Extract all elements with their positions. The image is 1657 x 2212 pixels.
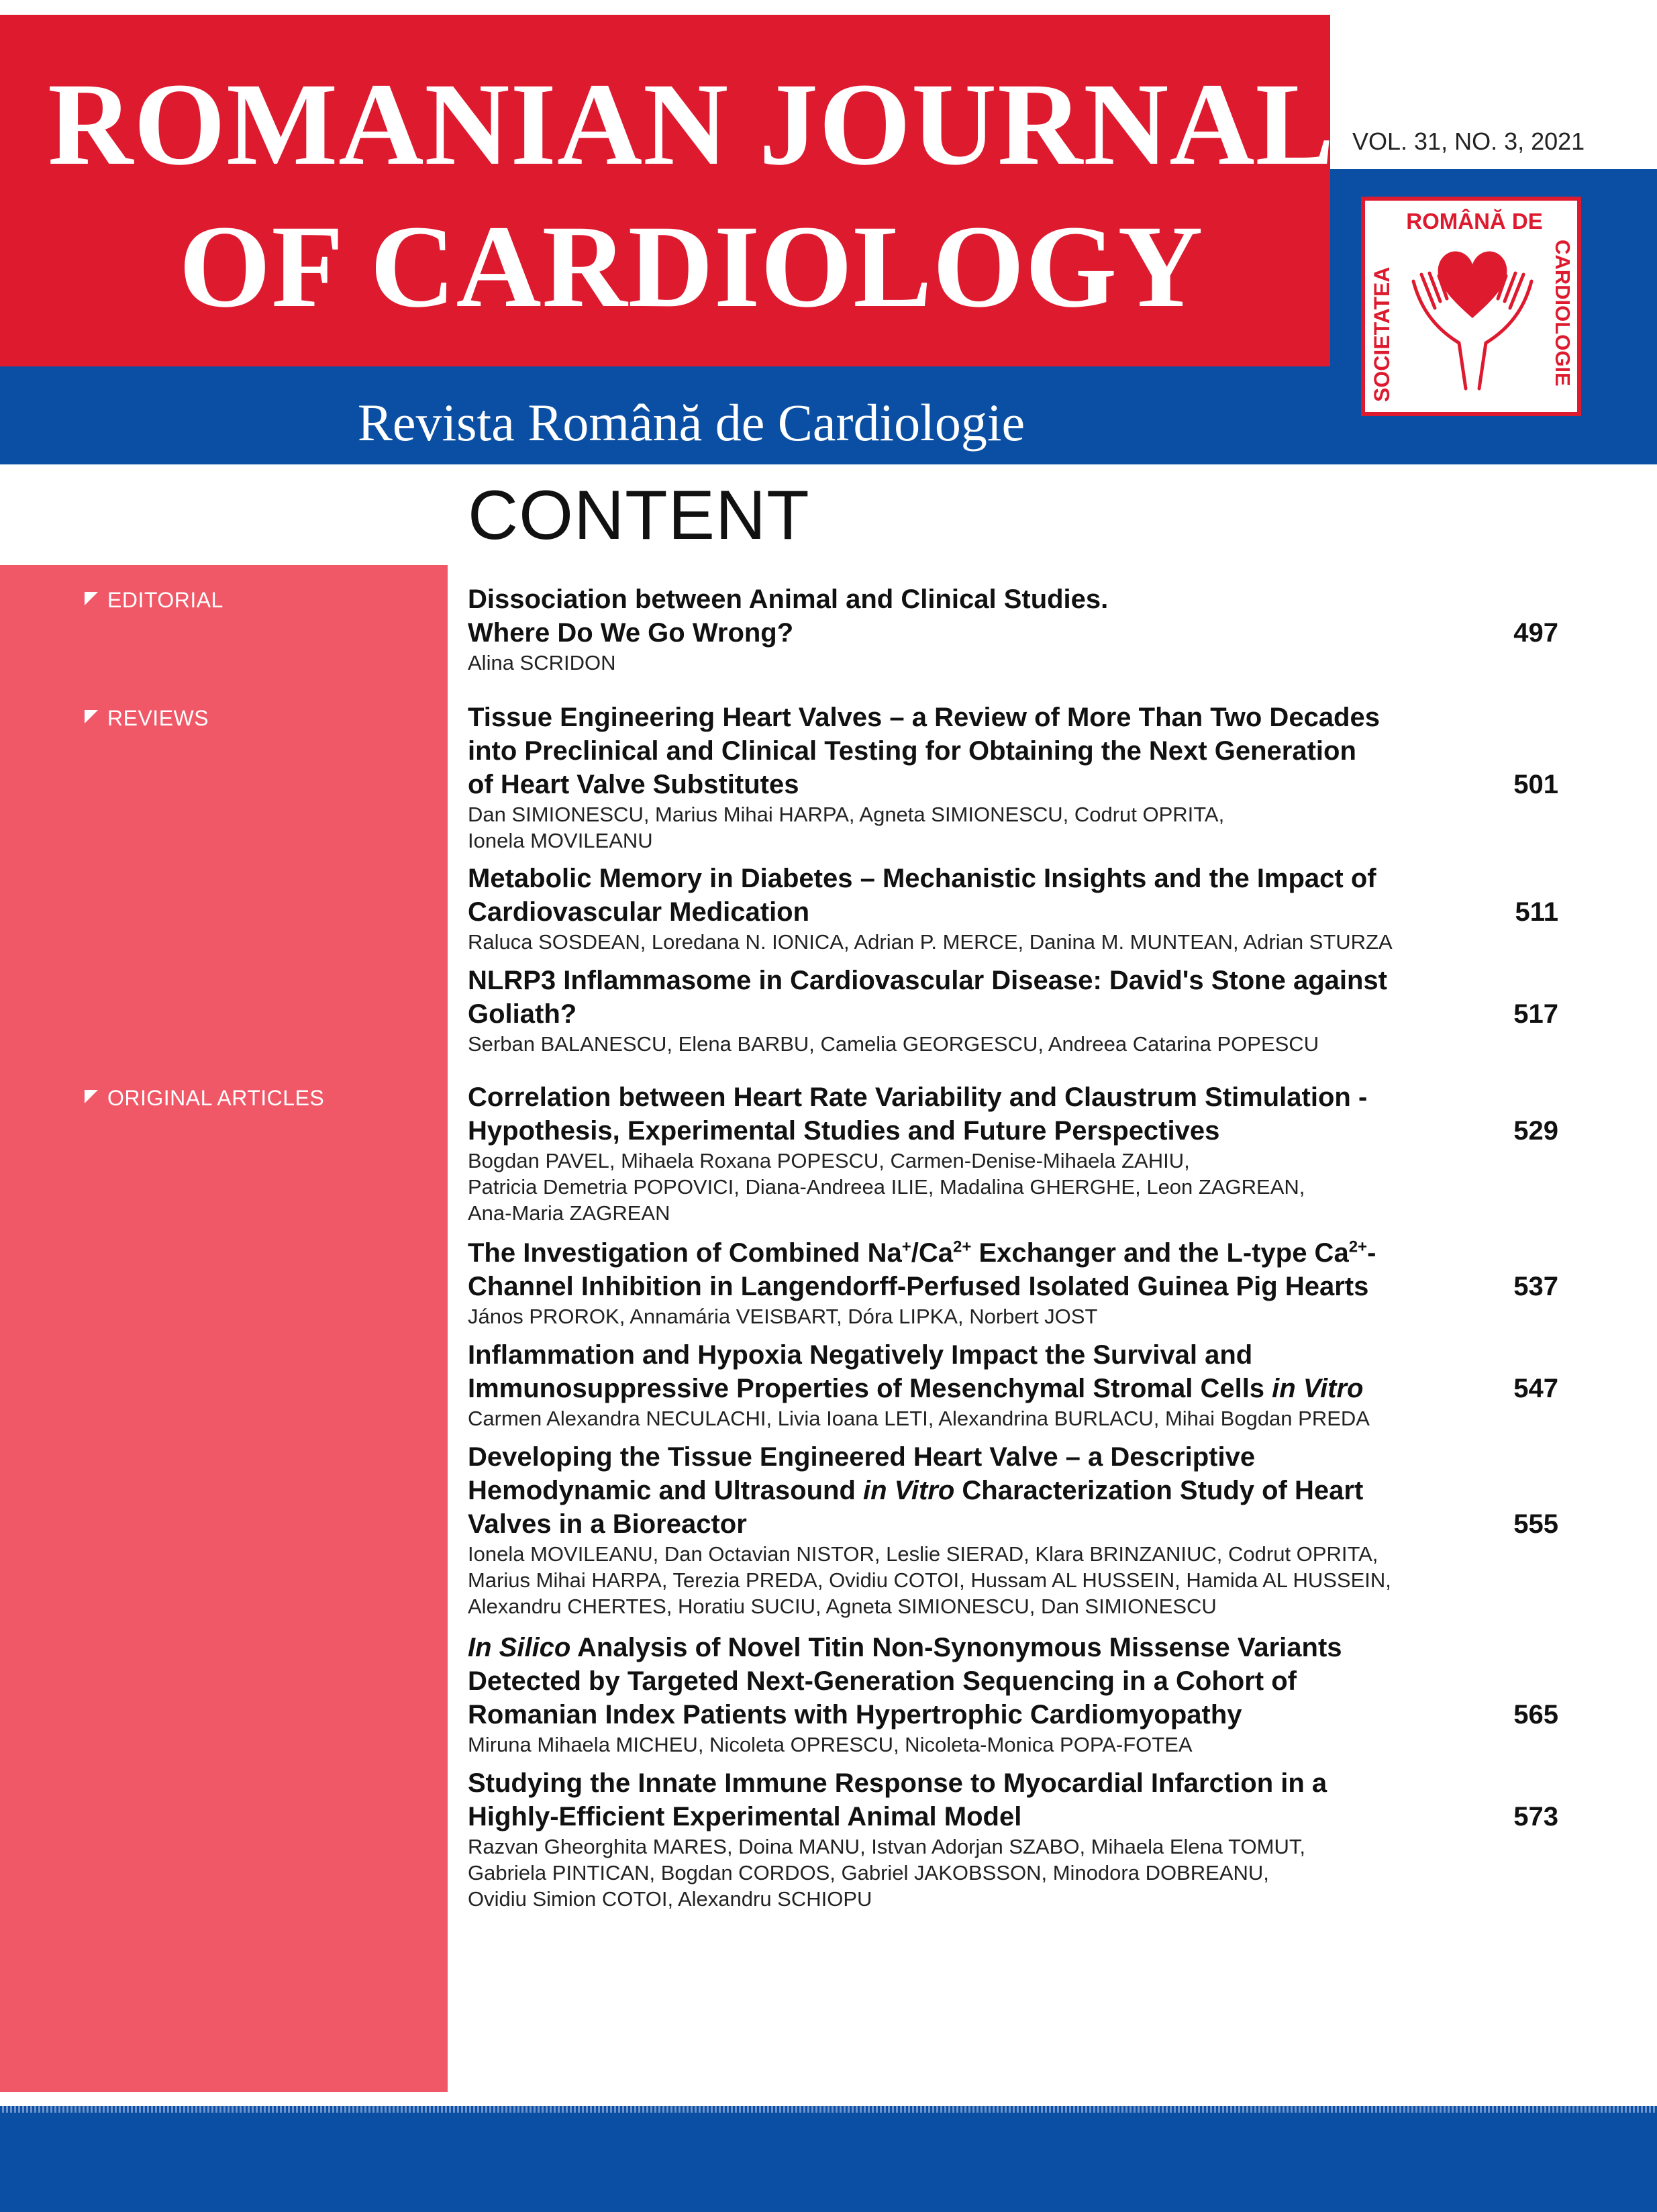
title-line: Metabolic Memory in Diabetes – Mechanistic Insights and the Impact of (468, 864, 1376, 893)
title-line: of Heart Valve Substitutes (468, 770, 799, 799)
authors-line: Ovidiu Simion COTOI, Alexandru SCHIOPU (468, 1887, 872, 1911)
article-title (468, 701, 1488, 801)
journal-subtitle: Revista Română de Cardiologie (357, 393, 1025, 452)
logo-text-left: SOCIETATEA (1370, 266, 1394, 402)
page-number: 547 (1513, 1374, 1558, 1403)
title-line (468, 1236, 1448, 1270)
title-italic-text: in Vitro (862, 1476, 955, 1505)
title-line: into Preclinical and Clinical Testing for Obtaining the Next Generation (468, 736, 1356, 766)
title-text: Hemodynamic and Ultrasound (468, 1476, 863, 1505)
article-authors (468, 801, 1488, 854)
article-title (468, 1236, 1488, 1303)
page-number: 573 (1513, 1802, 1558, 1831)
superscript: 2+ (952, 1238, 972, 1256)
title-italic-text: in Vitro (1272, 1374, 1364, 1403)
article-authors (468, 929, 1488, 955)
article-authors (468, 1541, 1488, 1619)
article-7[interactable] (468, 1338, 1488, 1431)
article-authors (468, 1731, 1488, 1758)
title-text: /Ca (911, 1238, 953, 1268)
journal-title (0, 54, 1383, 338)
authors-line: Dan SIMIONESCU, Marius Mihai HARPA, Agneta SIMIONESCU, Codrut OPRITA, (468, 803, 1225, 826)
authors-line: Ana-Maria ZAGREAN (468, 1201, 670, 1225)
journal-title-line-2: OF CARDIOLOGY (179, 201, 1204, 332)
article-title (468, 1631, 1488, 1731)
title-line: Goliath? (468, 999, 577, 1029)
title-text: Characterization Study of Heart (954, 1476, 1364, 1505)
title-line (468, 1631, 1448, 1664)
article-9[interactable] (468, 1631, 1488, 1758)
title-line: Dissociation between Animal and Clinical Studies. (468, 585, 1109, 614)
title-line: Correlation between Heart Rate Variability and Claustrum Stimulation - (468, 1083, 1368, 1112)
superscript: 2+ (1348, 1238, 1368, 1256)
authors-line: Miruna Mihaela MICHEU, Nicoleta OPRESCU, Nicoleta-Monica POPA-FOTEA (468, 1733, 1193, 1756)
authors-line: Razvan Gheorghita MARES, Doina MANU, Istvan Adorjan SZABO, Mihaela Elena TOMUT, (468, 1835, 1305, 1858)
article-title (468, 583, 1488, 650)
article-5[interactable] (468, 1080, 1488, 1226)
title-line: Inflammation and Hypoxia Negatively Impact the Survival and (468, 1340, 1253, 1370)
article-authors (468, 1031, 1488, 1057)
heart-shape (1438, 251, 1507, 318)
article-authors (468, 1405, 1488, 1431)
title-line: Highly-Efficient Experimental Animal Model (468, 1802, 1022, 1831)
article-1[interactable] (468, 583, 1488, 676)
title-line: Hypothesis, Experimental Studies and Future Perspectives (468, 1116, 1220, 1146)
society-logo (1361, 197, 1581, 416)
article-authors (468, 1148, 1488, 1226)
volume-issue: VOL. 31, NO. 3, 2021 (1352, 128, 1585, 155)
title-line: Valves in a Bioreactor (468, 1509, 747, 1539)
authors-line: Ionela MOVILEANU (468, 829, 653, 852)
article-2[interactable] (468, 701, 1488, 854)
title-line: Cardiovascular Medication (468, 897, 810, 927)
title-line: NLRP3 Inflammasome in Cardiovascular Disease: David's Stone against (468, 966, 1387, 995)
page-number: 517 (1513, 999, 1558, 1029)
footer-blue-band (0, 2113, 1657, 2212)
title-text: - (1367, 1238, 1376, 1268)
section-editorial: EDITORIAL (107, 588, 223, 612)
authors-line: Serban BALANESCU, Elena BARBU, Camelia GEORGESCU, Andreea Catarina POPESCU (468, 1032, 1319, 1056)
heart-in-hands-icon (1365, 201, 1577, 412)
authors-line: Gabriela PINTICAN, Bogdan CORDOS, Gabriel JAKOBSSON, Minodora DOBREANU, (468, 1861, 1269, 1884)
article-title (468, 1338, 1488, 1405)
article-authors (468, 1303, 1488, 1329)
title-line (468, 1474, 1448, 1507)
section-reviews: REVIEWS (107, 706, 209, 730)
article-authors (468, 650, 1488, 676)
authors-line: Marius Mihai HARPA, Terezia PREDA, Ovidiu COTOI, Hussam AL HUSSEIN, Hamida AL HUSSEIN, (468, 1568, 1391, 1592)
article-6[interactable] (468, 1236, 1488, 1329)
authors-line: Patricia Demetria POPOVICI, Diana-Andreea ILIE, Madalina GHERGHE, Leon ZAGREAN, (468, 1175, 1305, 1199)
logo-text-right: CARDIOLOGIE (1551, 240, 1574, 387)
page-number: 529 (1513, 1116, 1558, 1146)
article-10[interactable] (468, 1766, 1488, 1912)
section-original-articles: ORIGINAL ARTICLES (107, 1086, 325, 1110)
title-text: Exchanger and the L-type Ca (971, 1238, 1349, 1268)
article-4[interactable] (468, 964, 1488, 1057)
title-italic-text: In Silico (468, 1633, 571, 1662)
sidebar (0, 565, 448, 2092)
title-text: Immunosuppressive Properties of Mesenchymal Stromal Cells (468, 1374, 1272, 1403)
authors-line: Bogdan PAVEL, Mihaela Roxana POPESCU, Carmen-Denise-Mihaela ZAHIU, (468, 1149, 1190, 1172)
article-3[interactable] (468, 862, 1488, 955)
authors-line: Raluca SOSDEAN, Loredana N. IONICA, Adrian P. MERCE, Danina M. MUNTEAN, Adrian STURZA (468, 930, 1393, 954)
title-line: Channel Inhibition in Langendorff-Perfused Isolated Guinea Pig Hearts (468, 1272, 1369, 1301)
contents-heading: CONTENT (468, 476, 810, 554)
page-number: 565 (1513, 1700, 1558, 1729)
journal-title-line-1: ROMANIAN JOURNAL (48, 59, 1335, 190)
article-title (468, 1080, 1488, 1148)
page-number: 511 (1515, 897, 1558, 927)
title-text: Analysis of Novel Titin Non-Synonymous Missense Variants (570, 1633, 1342, 1662)
authors-line: Alina SCRIDON (468, 651, 616, 674)
title-line: Developing the Tissue Engineered Heart Valve – a Descriptive (468, 1442, 1256, 1472)
article-title (468, 862, 1488, 929)
article-title (468, 964, 1488, 1031)
title-line: Detected by Targeted Next-Generation Sequencing in a Cohort of (468, 1666, 1297, 1696)
title-text: The Investigation of Combined Na (468, 1238, 902, 1268)
page-number: 497 (1513, 618, 1558, 648)
title-line: Studying the Innate Immune Response to Myocardial Infarction in a (468, 1768, 1327, 1798)
authors-line: Ionela MOVILEANU, Dan Octavian NISTOR, Leslie SIERAD, Klara BRINZANIUC, Codrut OPRITA, (468, 1542, 1378, 1566)
superscript: + (901, 1238, 911, 1256)
authors-line: János PROROK, Annamária VEISBART, Dóra LIPKA, Norbert JOST (468, 1305, 1098, 1328)
article-title (468, 1440, 1488, 1541)
page-number: 501 (1513, 770, 1558, 799)
title-line: Tissue Engineering Heart Valves – a Review of More Than Two Decades (468, 703, 1380, 732)
title-line: Where Do We Go Wrong? (468, 618, 794, 648)
article-authors (468, 1833, 1488, 1912)
footer-stripe (0, 2106, 1657, 2113)
article-8[interactable] (468, 1440, 1488, 1619)
page-number: 537 (1513, 1272, 1558, 1301)
authors-line: Alexandru CHERTES, Horatiu SUCIU, Agneta SIMIONESCU, Dan SIMIONESCU (468, 1595, 1217, 1618)
title-line (468, 1372, 1448, 1405)
article-title (468, 1766, 1488, 1833)
authors-line: Carmen Alexandra NECULACHI, Livia Ioana LETI, Alexandrina BURLACU, Mihai Bogdan PREDA (468, 1407, 1370, 1430)
page-number: 555 (1513, 1509, 1558, 1539)
logo-text-top: ROMÂNĂ DE (1406, 209, 1543, 234)
title-line: Romanian Index Patients with Hypertrophic Cardiomyopathy (468, 1700, 1242, 1729)
